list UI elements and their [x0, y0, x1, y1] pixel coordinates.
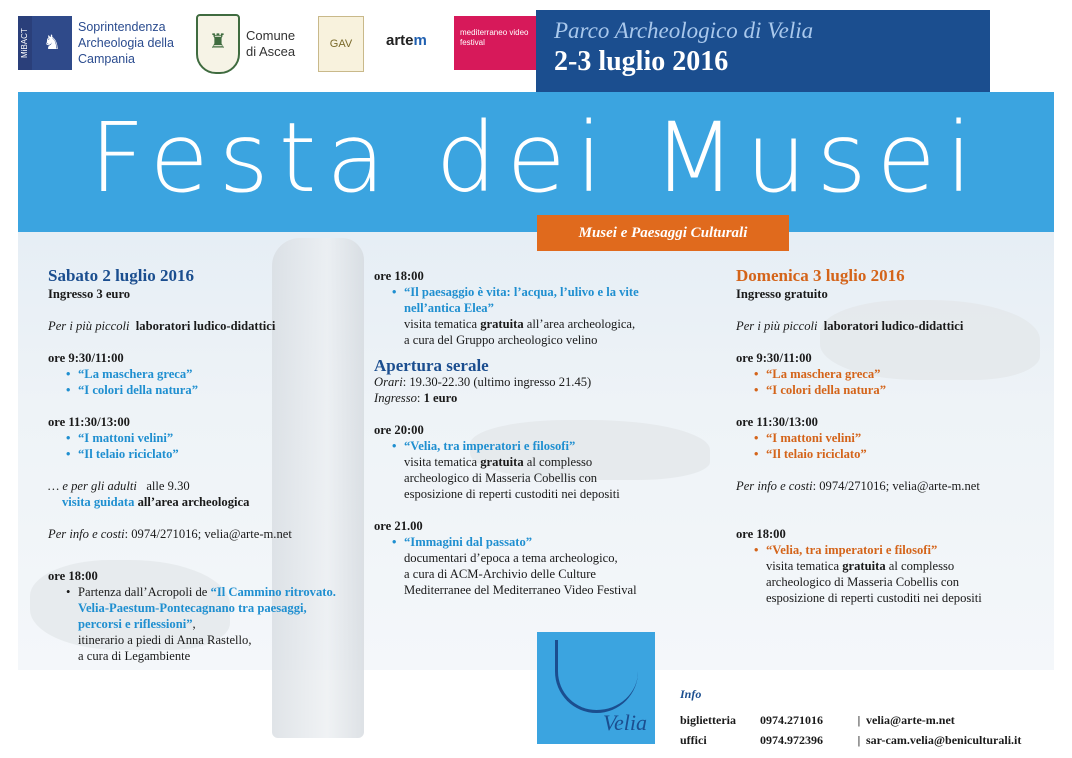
- gav-logo: GAV: [318, 16, 364, 72]
- activity-item: [48, 584, 348, 632]
- title-banner: [18, 92, 1054, 232]
- adults-activity: [48, 494, 348, 510]
- info-table: [680, 710, 1021, 750]
- comune-label: Comune di Ascea: [246, 28, 296, 59]
- desc-text: visita tematica: [404, 317, 478, 331]
- subtitle-badge: Musei e Paesaggi Culturali: [537, 215, 789, 251]
- activity-item: • “I mattoni velini”: [736, 430, 1046, 446]
- activity-title: • “Il paesaggio è vita: l’acqua, l’ulivo e la vite nell’antica Elea”: [374, 284, 704, 316]
- info-row: [680, 730, 1021, 750]
- desc-text: al complesso: [526, 455, 593, 469]
- hours-value: : 19.30-22.30 (ultimo ingresso 21.45): [402, 375, 592, 389]
- activity-desc: itinerario a piedi di Anna Rastello,: [78, 633, 252, 647]
- artem-suffix: m: [413, 32, 427, 49]
- activity-item: • “La maschera greca”: [736, 366, 1046, 382]
- evening-title: Apertura serale: [374, 356, 489, 375]
- time-slot: ore 18:00: [374, 269, 424, 283]
- sunday-title: Domenica 3 luglio 2016: [736, 266, 905, 285]
- activity-item: • “Il telaio riciclato”: [736, 446, 1046, 462]
- activity-desc: a cura di Legambiente: [78, 649, 191, 663]
- time-slot: ore 18:00: [48, 569, 98, 583]
- kids-label: Per i più piccoli: [48, 319, 130, 333]
- info-section: [680, 686, 1021, 750]
- medfest-logo: mediterraneo video festival: [454, 16, 538, 70]
- velia-logo-text: Velia: [603, 710, 647, 735]
- activity-intro: Partenza dall’Acropoli de: [78, 585, 208, 599]
- activity-title: • “Immagini dal passato”: [374, 534, 704, 550]
- info-label: Per info e costi: [736, 479, 813, 493]
- time-slot: ore 9:30/11:00: [736, 351, 812, 365]
- info-title: Info: [680, 687, 702, 701]
- activity-item: • “Il telaio riciclato”: [48, 446, 348, 462]
- entry-sep: :: [416, 391, 424, 405]
- activity-desc: esposizione di reperti custoditi nei depositi: [404, 487, 620, 501]
- activity-desc: [374, 454, 704, 470]
- info-contacts: : 0974/271016; velia@arte-m.net: [124, 527, 292, 541]
- saturday-column: [48, 268, 348, 664]
- activity-desc: archeologico di Masseria Cobellis con: [404, 471, 598, 485]
- sunday-info: [736, 478, 1046, 494]
- activity-item: • “I colori della natura”: [736, 382, 1046, 398]
- info-email: velia@arte-m.net: [866, 713, 955, 727]
- info-contacts: : 0974/271016; velia@arte-m.net: [812, 479, 980, 493]
- desc-free: gratuita: [480, 317, 524, 331]
- mibac-logo: [18, 16, 174, 70]
- activity-desc: archeologico di Masseria Cobellis con: [766, 575, 960, 589]
- hours-label: Orari: [374, 375, 403, 389]
- ascea-crest-icon: ♜: [196, 14, 240, 74]
- adults-visit: visita guidata: [62, 495, 135, 509]
- kids-activity: laboratori ludico-didattici: [135, 319, 276, 333]
- entry-price: 1 euro: [423, 391, 458, 405]
- activity-item: • “La maschera greca”: [48, 366, 348, 382]
- time-slot: ore 20:00: [374, 423, 424, 437]
- adults-label: … e per gli adulti: [48, 479, 137, 493]
- sunday-entry: Ingresso gratuito: [736, 287, 828, 301]
- activity-title: • “Velia, tra imperatori e filosofi”: [374, 438, 704, 454]
- kids-label: Per i più piccoli: [736, 319, 818, 333]
- sponsor-logos: [18, 10, 538, 74]
- sunday-kids: [736, 318, 1046, 334]
- sunday-column: [736, 268, 1046, 606]
- activity-desc: a cura del Gruppo archeologico velino: [404, 333, 598, 347]
- info-phone: 0974.271016: [760, 713, 823, 727]
- ship-icon: [555, 640, 638, 713]
- info-email: sar-cam.velia@beniculturali.it: [866, 733, 1022, 747]
- info-separator: |: [857, 733, 861, 747]
- time-slot: ore 11:30/13:00: [736, 415, 818, 429]
- activity-item: • “I mattoni velini”: [48, 430, 348, 446]
- saturday-kids: [48, 318, 348, 334]
- info-row-label: uffici: [680, 733, 707, 747]
- evening-hours: [374, 374, 704, 390]
- time-slot: ore 21.00: [374, 519, 423, 533]
- info-phone: 0974.972396: [760, 733, 823, 747]
- adults-place: all’area archeologica: [137, 495, 250, 509]
- activity-desc: [374, 316, 704, 332]
- velia-logo: [537, 632, 655, 744]
- mibac-label: Soprintendenza Archeologia della Campania: [78, 20, 174, 66]
- activity-title: • “Velia, tra imperatori e filosofi”: [736, 542, 1046, 558]
- desc-free: gratuita: [480, 455, 524, 469]
- adults-line: [48, 478, 348, 494]
- saturday-entry: Ingresso 3 euro: [48, 287, 131, 301]
- activity-desc: Mediterranee del Mediterraneo Video Festival: [404, 583, 637, 597]
- info-row-label: biglietteria: [680, 713, 736, 727]
- activity-desc: [736, 558, 1046, 574]
- info-label: Per info e costi: [48, 527, 125, 541]
- time-slot: ore 9:30/11:00: [48, 351, 124, 365]
- info-separator: |: [857, 713, 861, 727]
- saturday-title: Sabato 2 luglio 2016: [48, 266, 194, 285]
- activity-desc: documentari d’epoca a tema archeologico,: [404, 551, 618, 565]
- middle-column: [374, 268, 704, 598]
- evening-entry: [374, 390, 704, 406]
- kids-activity: laboratori ludico-didattici: [823, 319, 964, 333]
- activity-desc: a cura di ACM-Archivio delle Culture: [404, 567, 597, 581]
- entry-label: Ingresso: [374, 391, 417, 405]
- time-slot: ore 18:00: [736, 527, 786, 541]
- desc-text: al complesso: [888, 559, 955, 573]
- desc-text: all’area archeologica,: [526, 317, 636, 331]
- event-dates: 2-3 luglio 2016: [554, 46, 729, 77]
- artem-logo: [386, 32, 427, 49]
- saturday-info: [48, 526, 348, 542]
- activity-title: “Il Cammino ritrovato. Velia-Paestum-Pontecagnano tra paesaggi, percorsi e riflessioni”: [78, 585, 336, 631]
- mibac-emblem-icon: ♞: [32, 16, 72, 70]
- activity-punct: ,: [192, 617, 196, 631]
- activity-item: • “I colori della natura”: [48, 382, 348, 398]
- mibac-vertical-label: MiBACT: [18, 16, 32, 70]
- time-slot: ore 11:30/13:00: [48, 415, 130, 429]
- adults-time: alle 9.30: [146, 479, 190, 493]
- info-row: [680, 710, 1021, 730]
- event-title: Festa dei Musei: [89, 102, 983, 214]
- activity-desc: esposizione di reperti custoditi nei depositi: [766, 591, 982, 605]
- place-title: Parco Archeologico di Velia: [554, 18, 814, 43]
- header-box: [536, 10, 990, 94]
- desc-text: visita tematica: [404, 455, 478, 469]
- artem-label: arte: [386, 32, 414, 49]
- desc-text: visita tematica: [766, 559, 840, 573]
- desc-free: gratuita: [842, 559, 886, 573]
